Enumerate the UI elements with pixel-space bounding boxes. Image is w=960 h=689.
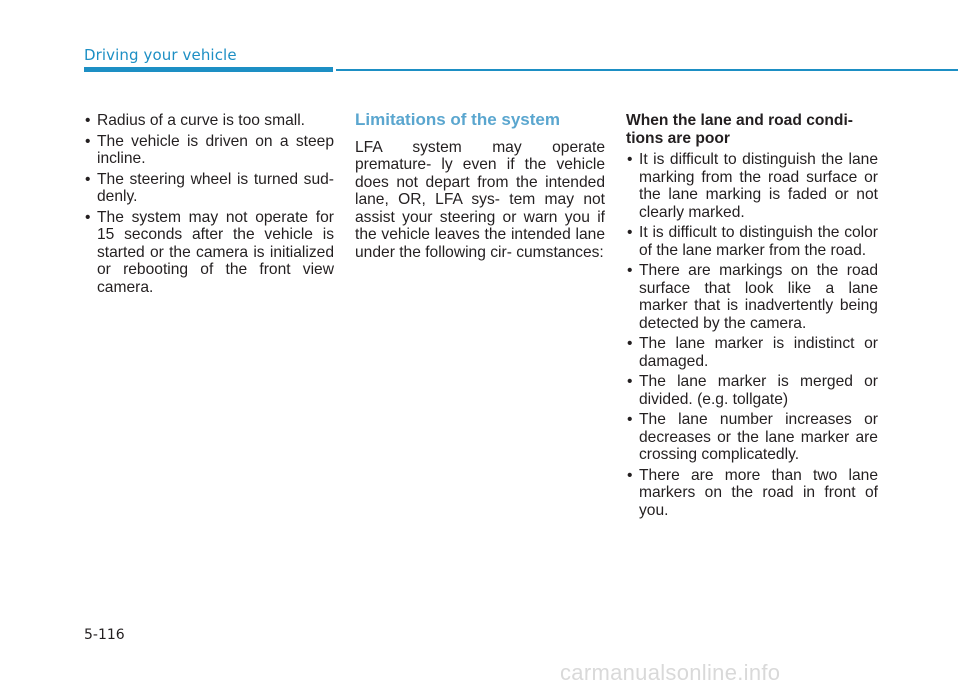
limitations-heading: Limitations of the system bbox=[355, 110, 560, 129]
list-item: • The vehicle is driven on a steep incline. bbox=[84, 133, 334, 168]
list-item: • The lane number increases or decreases or the lane marker are crossing complicatedly. bbox=[626, 411, 878, 464]
column-right bbox=[626, 112, 878, 522]
list-item: • There are markings on the road surface that look like a lane marker that is inadvertently being detected by the camera. bbox=[626, 262, 878, 332]
list-item: • The steering wheel is turned sud- denly. bbox=[84, 171, 334, 206]
list-item: • Radius of a curve is too small. bbox=[84, 112, 334, 130]
column-left bbox=[84, 112, 334, 299]
limitations-paragraph: LFA system may operate premature- ly even if the vehicle does not depart from the intended lane, OR, LFA sys- tem may not assist your steering or warn you if the vehicle leaves the intended lane under the following cir- cumstances: bbox=[355, 138, 605, 261]
list-item: • The lane marker is merged or divided. (e.g. tollgate) bbox=[626, 373, 878, 408]
page-number: 5-116 bbox=[84, 627, 125, 643]
list-item: • It is difficult to distinguish the lane marking from the road surface or the lane marking is faded or not clearly marked. bbox=[626, 151, 878, 221]
list-item: • It is difficult to distinguish the color of the lane marker from the road. bbox=[626, 224, 878, 259]
lane-conditions-list bbox=[626, 151, 878, 519]
conditions-list bbox=[84, 112, 334, 296]
list-item: • There are more than two lane markers on the road in front of you. bbox=[626, 467, 878, 520]
lane-conditions-heading: When the lane and road condi- tions are poor bbox=[626, 112, 853, 147]
list-item: • The system may not operate for 15 seconds after the vehicle is started or the camera is initialized or rebooting of the front view camera. bbox=[84, 209, 334, 297]
section-title: Driving your vehicle bbox=[84, 46, 237, 64]
header-rule-thin bbox=[336, 69, 958, 71]
header-rule-thick bbox=[84, 67, 333, 72]
watermark: carmanualsonline.info bbox=[560, 660, 781, 685]
list-item: • The lane marker is indistinct or damaged. bbox=[626, 335, 878, 370]
column-middle bbox=[355, 112, 605, 261]
